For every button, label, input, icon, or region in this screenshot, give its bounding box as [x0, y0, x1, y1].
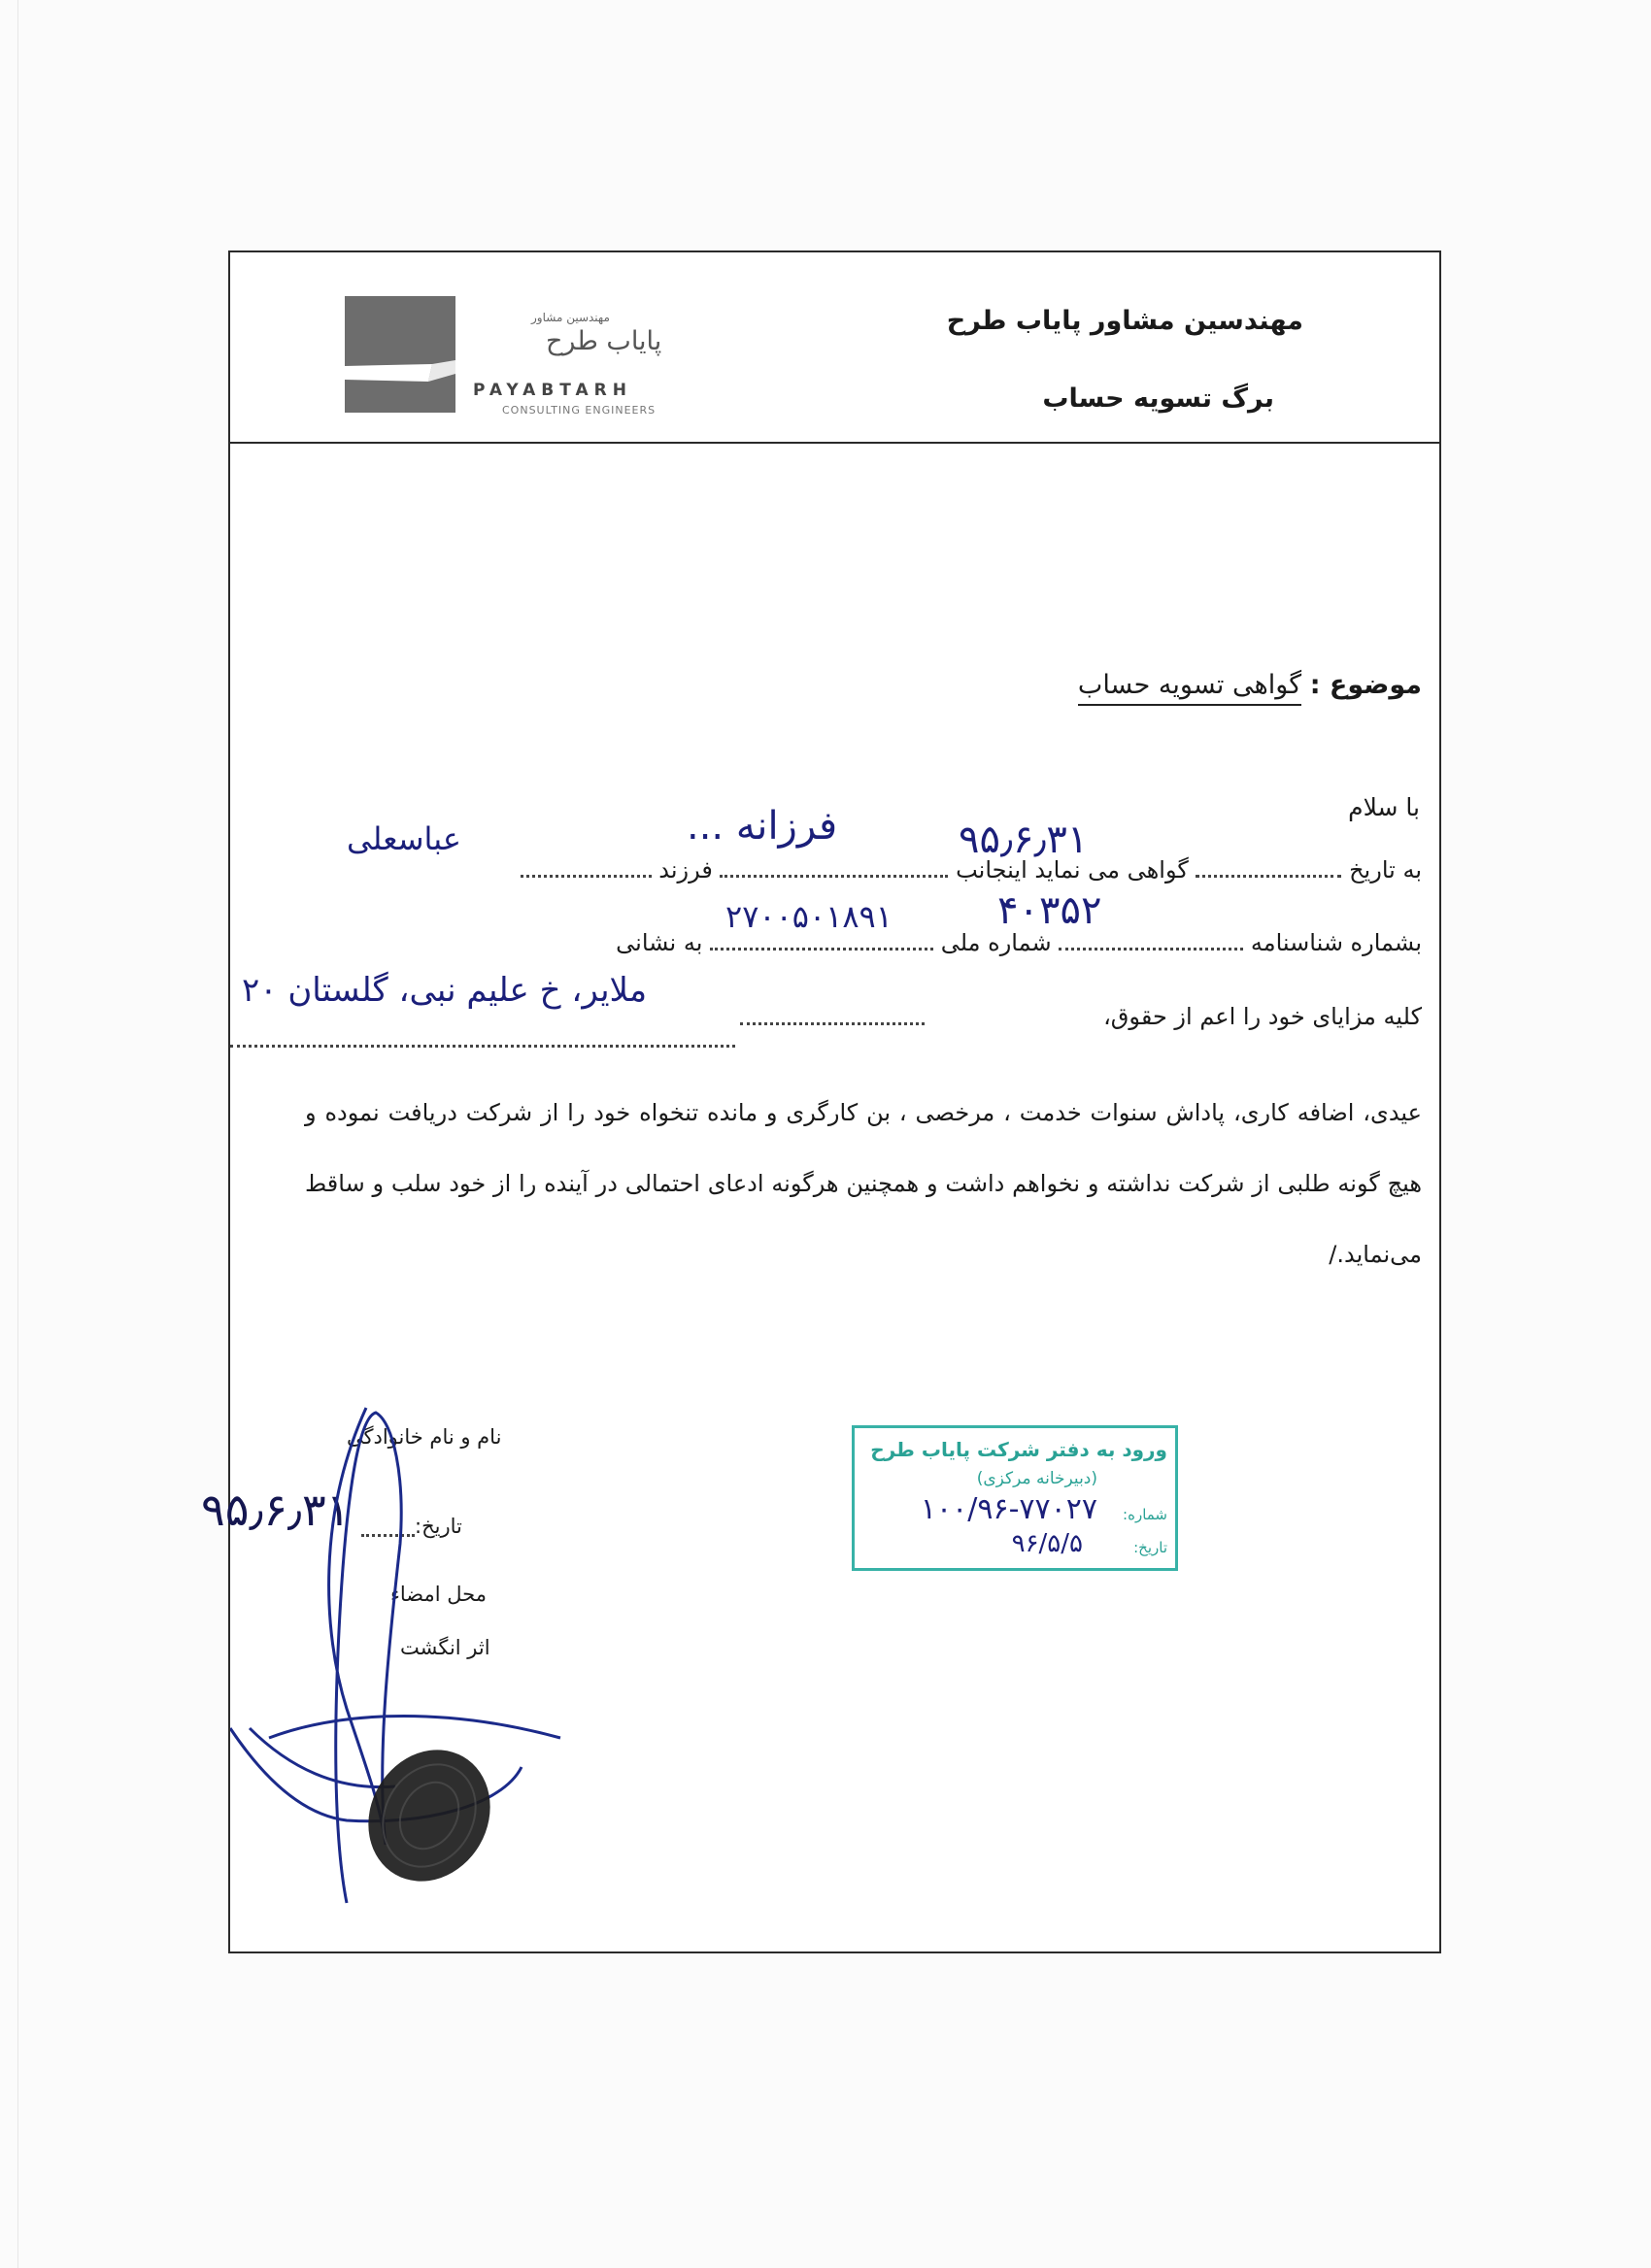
handwritten-father-name: عباسعلی	[347, 820, 462, 857]
handwritten-address: ملایر، خ علیم نبی، گلستان ۲۰	[242, 971, 648, 1010]
handwritten-id-number: ۴۰۳۵۲	[997, 888, 1102, 933]
stamp-date: ۹۶/۵/۵	[1011, 1529, 1083, 1558]
greeting: با سلام	[1348, 793, 1420, 821]
settlement-paragraph: عیدی، اضافه کاری، پاداش سنوات خدمت ، مرخصی ، بن کارگری و مانده تنخواه خود را از شرکت دریافت نموده و هیچ گونه طلبی از شرکت نداشته و نخواهم داشت و همچنین هرگونه ادعای احتمالی در آینده را از خود سلب و ساقط می‌نماید./	[305, 1099, 1422, 1268]
stamp-subtitle: (دبیرخانه مرکزی)	[976, 1469, 1097, 1488]
line2-text-national: شماره ملی	[940, 929, 1052, 956]
thumbprint	[345, 1727, 514, 1903]
company-name: مهندسین مشاور پایاب طرح	[946, 306, 1303, 336]
line1-text-child: فرزند	[658, 856, 713, 884]
line2-text-address: به نشانی	[616, 929, 703, 956]
line3-text-benefits: کلیه مزایای خود را اعم از حقوق،	[1103, 1003, 1422, 1030]
signature-place-label: محل امضاء	[390, 1583, 487, 1606]
stamp-number-label: شماره:	[1123, 1506, 1167, 1523]
form-title: برگ تسویه حساب	[1042, 384, 1274, 414]
scan-edge	[17, 0, 18, 2268]
handwritten-sign-date: ۹۵٫۶٫۳۱	[201, 1484, 351, 1536]
stamp-title: ورود به دفتر شرکت پایاب طرح	[870, 1438, 1167, 1461]
handwritten-national-id: ۲۷۰۰۵۰۱۸۹۱	[725, 898, 893, 935]
logo-small-text: مهندسین مشاور	[531, 311, 610, 324]
line1-text-date: به تاریخ	[1349, 856, 1422, 884]
line1-text-certify: گواهی می نماید اینجانب	[956, 856, 1189, 884]
logo-english-subtitle: CONSULTING ENGINEERS	[502, 404, 657, 417]
document-frame	[201, 250, 1441, 1953]
logo-english-name: PAYABTARH	[473, 381, 632, 400]
stamp-date-label: تاریخ:	[1133, 1539, 1167, 1556]
subject-value: گواهی تسویه حساب	[1078, 670, 1301, 706]
line2-text-birthcert: بشماره شناسنامه	[1250, 929, 1422, 956]
name-label: نام و نام خانوادگی	[347, 1425, 502, 1449]
signature-ink	[230, 252, 1439, 1951]
sign-date-label: تاریخ:	[415, 1515, 462, 1538]
logo-persian-name: پایاب طرح	[546, 326, 662, 356]
subject-label: موضوع :	[1309, 670, 1422, 700]
handwritten-name: فرزانه ...	[687, 804, 838, 849]
thumbprint-label: اثر انگشت	[400, 1636, 490, 1659]
handwritten-date: ۹۵٫۶٫۳۱	[959, 817, 1089, 862]
stamp-number: ۱۰۰/۹۶-۷۷۰۲۷	[920, 1492, 1097, 1526]
